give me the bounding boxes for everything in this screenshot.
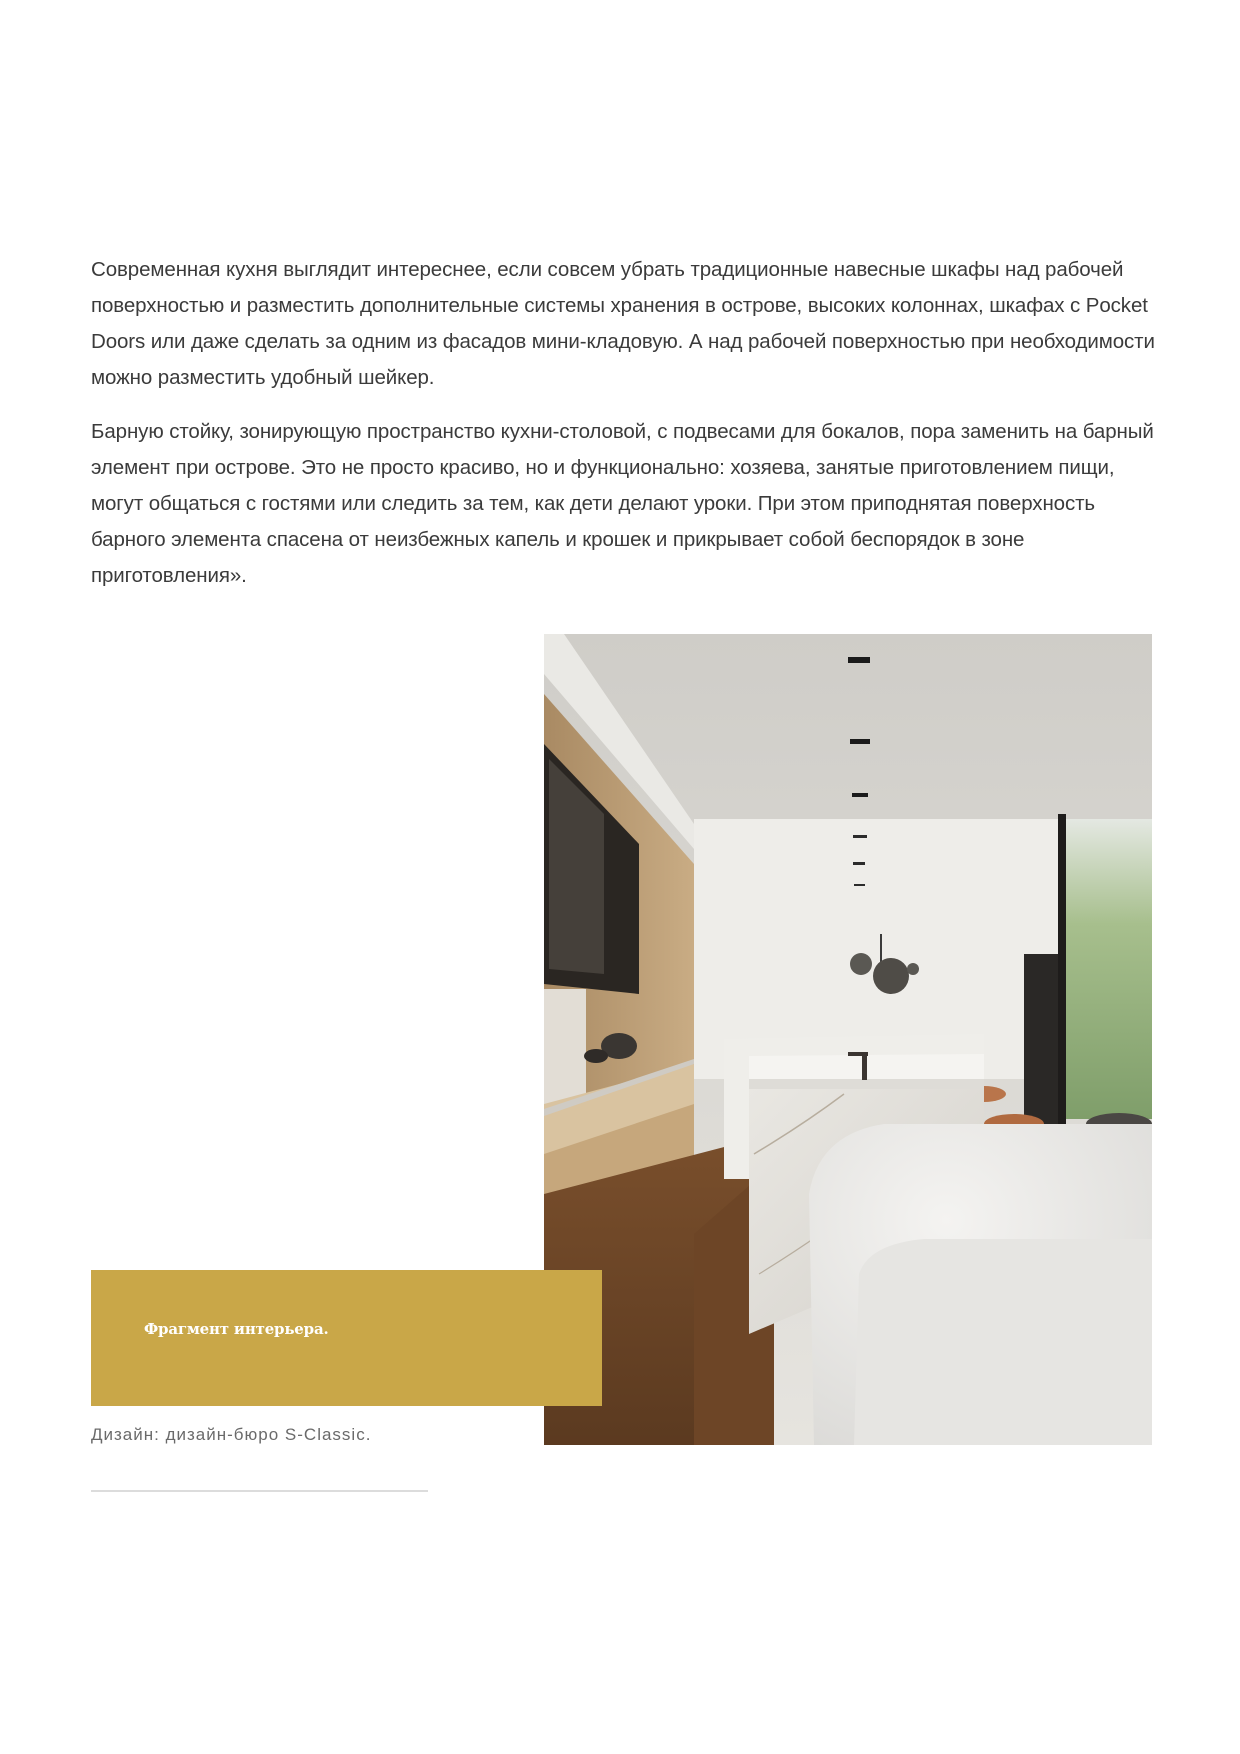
interior-photo: [544, 634, 1152, 1445]
divider: [91, 1490, 428, 1492]
paragraph: Барную стойку, зонирующую пространство кухни-столовой, с подвесами для бокалов, пора заменить на барный элемент при острове. Это не просто красиво, но и функционально: хозяева, занятые приготовлением пищи, могут общаться с гостями или следить за тем, как дети делают уроки. При этом приподнятая поверхность барного элемента спасена от неизбежных капель и крошек и прикрывает собой беспорядок в зоне приготовления».: [91, 420, 1154, 587]
kitchen-photo-illustration: [544, 634, 1152, 1445]
article-body: [91, 252, 1161, 612]
paragraph: Современная кухня выглядит интереснее, если совсем убрать традиционные навесные шкафы над рабочей поверхностью и разместить дополнительные системы хранения в острове, высоких колоннах, шкафах с Pocket Doors или даже сделать за одним из фасадов мини-кладовую. А над рабочей поверхностью при необходимости можно разместить удобный шейкер.: [91, 258, 1155, 389]
design-credit: Дизайн: дизайн-бюро S-Classic.: [91, 1425, 372, 1444]
figure-caption: Фрагмент интерьера.: [144, 1320, 329, 1338]
caption-box: [91, 1270, 602, 1406]
